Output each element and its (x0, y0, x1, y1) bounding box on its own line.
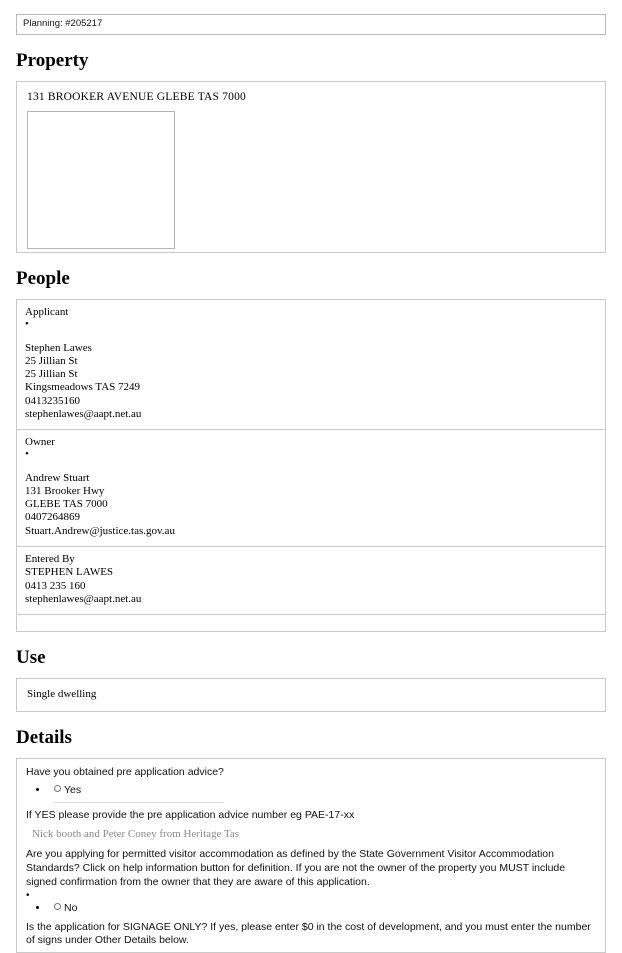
person-line: 25 Jillian St (25, 354, 78, 367)
person-line: 131 Brooker Hwy (25, 484, 105, 497)
use-value: Single dwelling (27, 688, 97, 701)
planning-reference-label: Planning: #205217 (23, 18, 103, 29)
people-footer-spacer (16, 615, 606, 632)
person-role: Applicant (25, 306, 69, 319)
bullet-icon (36, 906, 39, 909)
person-line: STEPHEN LAWES (25, 566, 114, 579)
details-answer: Yes (64, 783, 82, 796)
details-question: If YES please provide the pre application advice number eg PAE-17-xx (26, 809, 355, 822)
person-spacer (25, 331, 597, 342)
page-title-use: Use (16, 647, 46, 669)
person-line: 0413235160 (25, 394, 80, 407)
property-panel (16, 81, 606, 253)
details-answer: No (64, 902, 78, 915)
property-address: 131 BROOKER AVENUE GLEBE TAS 7000 (27, 91, 246, 104)
people-list (16, 299, 606, 632)
person-line: 0407264869 (25, 511, 80, 524)
person-role: Owner (25, 436, 55, 449)
person-bullet: • (25, 447, 29, 460)
details-answer-row (26, 902, 596, 915)
use-panel (16, 678, 606, 712)
person-line: Kingsmeadows TAS 7249 (25, 381, 141, 394)
person-line: stephenlawes@aapt.net.au (25, 592, 142, 605)
page-title-property: Property (16, 50, 89, 72)
details-question: Have you obtained pre application advice? (26, 766, 224, 779)
property-image-placeholder (27, 111, 175, 249)
bullet-icon (36, 788, 39, 791)
person-spacer (25, 461, 597, 472)
details-panel (16, 758, 606, 953)
person-line: 25 Jillian St (25, 368, 78, 381)
person-line: Stuart.Andrew@justice.tas.gov.au (25, 524, 175, 537)
radio-icon[interactable] (54, 785, 61, 792)
list-item (16, 430, 606, 547)
page-title-people: People (16, 268, 70, 290)
list-item (16, 299, 606, 430)
details-answer: Nick booth and Peter Coney from Heritage Tas (32, 827, 240, 840)
person-line: Andrew Stuart (25, 471, 90, 484)
person-bullet: • (25, 317, 29, 330)
details-question: Are you applying for permitted visitor accommodation as defined by the State Government Visitor Accommodation Standards? Click on help information button for definition. If you are not the owner of the property you MUST include signed confirmation from the owner that they are aware of this application. (26, 848, 566, 888)
divider (54, 802, 224, 803)
list-item (16, 547, 606, 615)
page-title-details: Details (16, 727, 72, 749)
person-role: Entered By (25, 553, 75, 566)
person-line: stephenlawes@aapt.net.au (25, 408, 142, 420)
details-question: Is the application for SIGNAGE ONLY? If yes, please enter $0 in the cost of development, and you must enter the number of signs under Other Details below. (26, 920, 591, 947)
details-answer-row (26, 784, 596, 797)
bullet-icon: • (26, 890, 30, 902)
planning-reference-bar (16, 14, 606, 35)
radio-icon[interactable] (54, 903, 61, 910)
person-line: Stephen Lawes (25, 341, 92, 354)
person-line: GLEBE TAS 7000 (25, 498, 108, 511)
person-line: 0413 235 160 (25, 579, 86, 592)
